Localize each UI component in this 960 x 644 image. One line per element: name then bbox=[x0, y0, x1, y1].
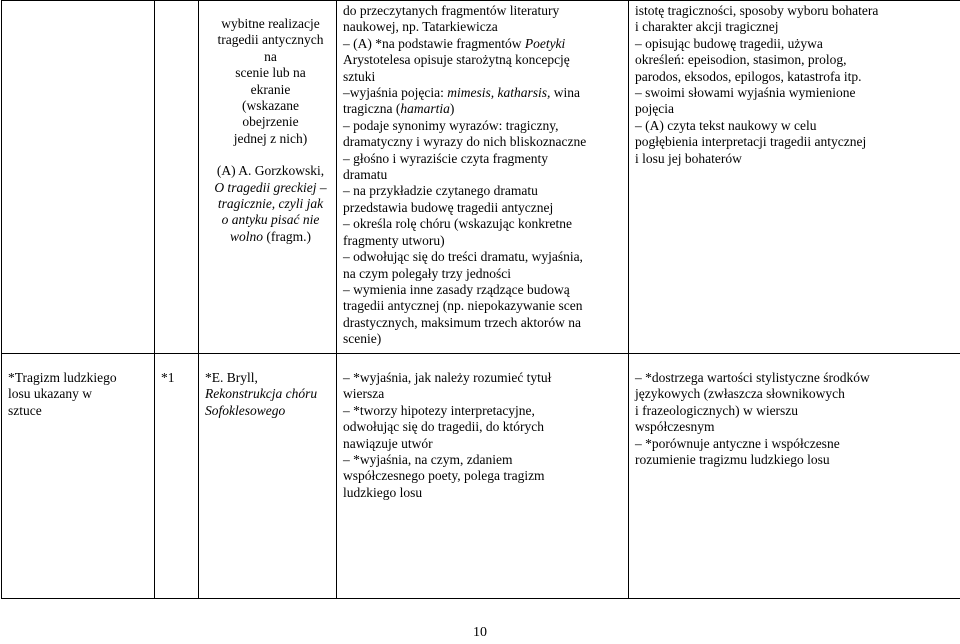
text-line: Arystotelesa opisuje starożytną koncepcję bbox=[343, 52, 570, 68]
text-line: odwołując się do tragedii, do których bbox=[343, 419, 544, 435]
text-line: – *dostrzega wartości stylistyczne środków bbox=[635, 370, 870, 385]
reference-title: O tragedii greckiej – bbox=[214, 179, 327, 195]
cell-requirements-basic bbox=[337, 354, 629, 599]
cell-texts bbox=[199, 1, 337, 354]
text-line: istotę tragiczności, sposoby wyboru bohatera bbox=[635, 3, 879, 18]
text-line: *Tragizm ludzkiego bbox=[8, 370, 117, 385]
hours-value: *1 bbox=[161, 370, 175, 385]
text-line: drastycznych, maksimum trzech aktorów na bbox=[343, 314, 582, 330]
text-line: i charakter akcji tragicznej bbox=[635, 19, 779, 35]
text-fragment: tragiczna ( bbox=[343, 101, 401, 117]
reference-title: o antyku pisać nie bbox=[221, 212, 320, 228]
text-line: – odwołując się do treści dramatu, wyjaśnia, bbox=[343, 249, 583, 265]
reference-title-end bbox=[214, 229, 327, 245]
curriculum-table bbox=[1, 0, 960, 599]
text-line: dramatyczny i wyrazy do nich bliskoznaczne bbox=[343, 134, 587, 150]
cell-texts bbox=[199, 354, 337, 599]
table-row bbox=[2, 354, 960, 599]
text-line: (wskazane obejrzenie bbox=[242, 98, 299, 130]
text-line bbox=[343, 36, 623, 52]
italic-term: hamartia bbox=[400, 101, 450, 117]
text-line: wiersza bbox=[343, 386, 385, 402]
page-number: 10 bbox=[473, 625, 487, 640]
cell-topic bbox=[2, 354, 155, 599]
text-line: językowych (zwłaszcza słownikowych bbox=[635, 386, 845, 402]
text-line: – swoimi słowami wyjaśnia wymienione bbox=[635, 85, 856, 101]
text-line: ludzkiego losu bbox=[343, 484, 423, 500]
text-line: i losu jej bohaterów bbox=[635, 150, 742, 166]
text-line: tragedii antycznych na bbox=[217, 32, 324, 64]
text-line: – określa rolę chóru (wskazując konkretne bbox=[343, 216, 573, 232]
text-line: nawiązuje utwór bbox=[343, 435, 433, 451]
text-line: – podaje synonimy wyrazów: tragiczny, bbox=[343, 117, 559, 133]
cell-requirements-extended bbox=[629, 354, 960, 599]
reference-title: tragicznie, czyli jak bbox=[217, 196, 324, 212]
text-line: scenie lub na ekranie bbox=[235, 65, 306, 97]
text-line: określeń: epeisodion, stasimon, prolog, bbox=[635, 52, 847, 68]
text-line: – *wyjaśnia, jak należy rozumieć tytuł bbox=[343, 370, 552, 385]
text-line: pogłębienia interpretacji tragedii antycznej bbox=[635, 134, 867, 150]
text-line: parodos, eksodos, epilogos, katastrofa itp. bbox=[635, 68, 862, 84]
italic-term: Poetyki bbox=[524, 35, 566, 51]
text-line: jednej z nich) bbox=[233, 130, 308, 146]
text-line: na czym polegały trzy jedności bbox=[343, 265, 511, 281]
text-line: – wymienia inne zasady rządzące budową bbox=[343, 281, 570, 297]
reference-author: *E. Bryll, bbox=[205, 370, 258, 385]
text-line: i frazeologicznych) w wierszu bbox=[635, 402, 799, 418]
text-line bbox=[343, 85, 623, 101]
cell-requirements-basic bbox=[337, 1, 629, 354]
text-fragment: ) bbox=[449, 101, 455, 117]
text-line: dramatu bbox=[343, 167, 388, 183]
cell-requirements-extended bbox=[629, 1, 960, 354]
text-line: do przeczytanych fragmentów literatury bbox=[343, 3, 560, 18]
text-fragment: –wyjaśnia pojęcia: bbox=[343, 85, 448, 101]
reference-title: Rekonstrukcja chóru bbox=[205, 386, 318, 402]
reference-title: wolno bbox=[230, 228, 264, 244]
text-line: naukowej, np. Tatarkiewicza bbox=[343, 19, 498, 35]
text-line: scenie) bbox=[343, 331, 382, 347]
text-line: – *wyjaśnia, na czym, zdaniem bbox=[343, 452, 513, 468]
cell-topic bbox=[2, 1, 155, 354]
text-line: rozumienie tragizmu ludzkiego losu bbox=[635, 452, 830, 468]
text-line bbox=[343, 101, 623, 117]
text-line: pojęcia bbox=[635, 101, 674, 117]
text-line: wybitne realizacje bbox=[221, 16, 320, 31]
text-line: fragmenty utworu) bbox=[343, 232, 445, 248]
cell-hours bbox=[155, 354, 199, 599]
text-line: – na przykładzie czytanego dramatu bbox=[343, 183, 538, 199]
text-fragment: – (A) *na podstawie fragmentów bbox=[343, 35, 525, 51]
text-line: losu ukazany w bbox=[8, 386, 92, 402]
text-line: – opisując budowę tragedii, używa bbox=[635, 35, 823, 51]
text-line: – głośno i wyraziście czyta fragmenty bbox=[343, 150, 549, 166]
text-line: sztuki bbox=[343, 68, 376, 84]
text-line: sztuce bbox=[8, 402, 42, 418]
italic-term: mimesis, katharsis, bbox=[447, 85, 551, 101]
text-line: – *porównuje antyczne i współczesne bbox=[635, 435, 840, 451]
table-row bbox=[2, 1, 960, 354]
text-line: przedstawia budowę tragedii antycznej bbox=[343, 199, 554, 215]
reference-author: (A) A. Gorzkowski, bbox=[216, 163, 325, 179]
text-line: – (A) czyta tekst naukowy w celu bbox=[635, 117, 817, 133]
text-line: współczesnym bbox=[635, 419, 715, 435]
text-fragment: wina bbox=[550, 85, 580, 101]
reference-note: (fragm.) bbox=[263, 228, 311, 244]
reference-title: Sofoklesowego bbox=[205, 402, 286, 418]
cell-hours bbox=[155, 1, 199, 354]
text-line: tragedii antycznej (np. niepokazywanie scen bbox=[343, 298, 583, 314]
text-line: współczesnego poety, polega tragizm bbox=[343, 468, 545, 484]
text-line: – *tworzy hipotezy interpretacyjne, bbox=[343, 402, 535, 418]
